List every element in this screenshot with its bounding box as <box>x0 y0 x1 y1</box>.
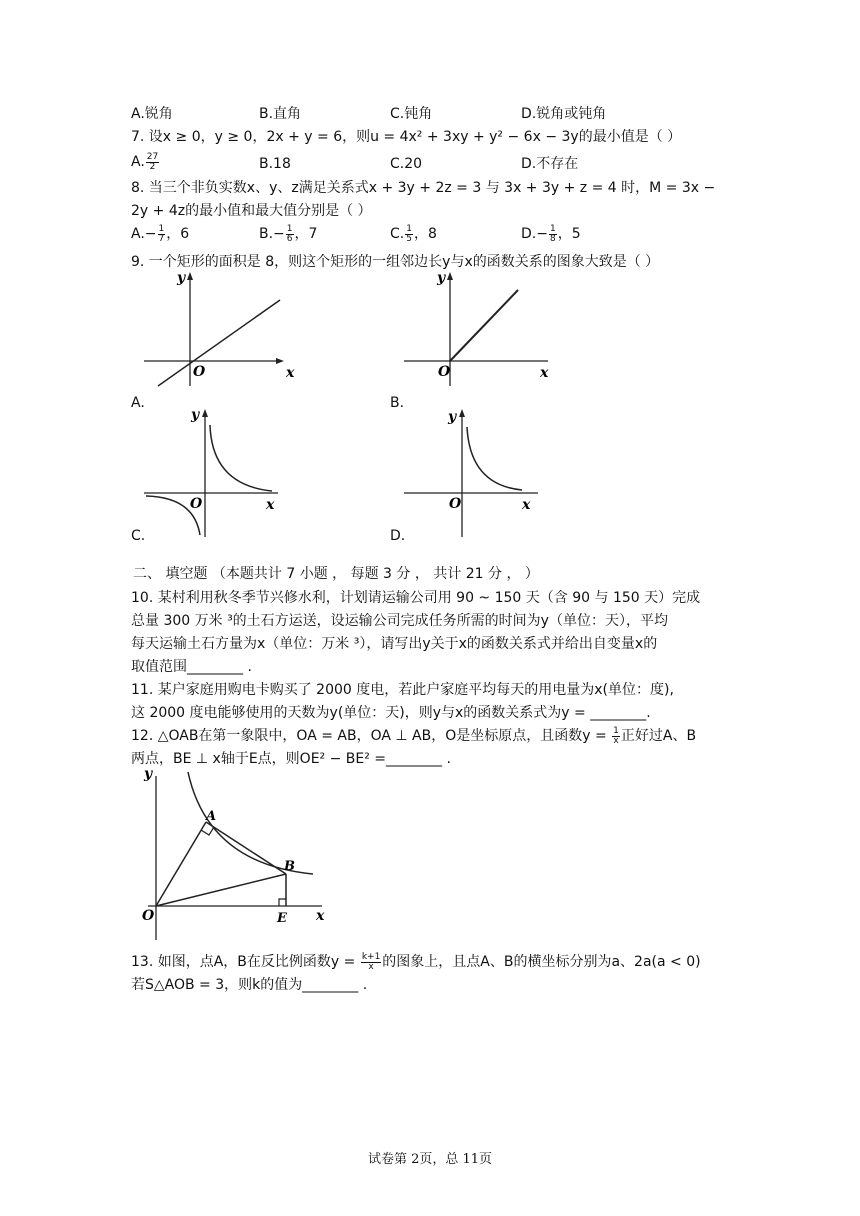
origin-label: O <box>142 908 155 924</box>
function-line <box>158 300 280 386</box>
q9-graph-c <box>140 405 300 540</box>
origin-label: O <box>190 496 203 512</box>
y-axis-label: y <box>144 766 153 782</box>
segment-oa <box>156 822 206 906</box>
q7-stem: 7. 设x ≥ 0，y ≥ 0，2x + y = 6，则u = 4x² + 3xy + y² − 6x − 3y的最小值是（ ） <box>131 129 682 145</box>
q7-option-d: D.不存在 <box>521 156 579 172</box>
q9-label-d: D. <box>390 528 406 544</box>
q11-line2: 这 2000 度电能够使用的天数为y(单位：天)，则y与x的函数关系式为y = ________. <box>131 705 651 721</box>
q10-line1: 10. 某村利用秋冬季节兴修水利，计划请运输公司用 90 ~ 150 天（含 90 与 150 天）完成 <box>131 590 701 606</box>
origin-label: O <box>193 364 206 380</box>
function-ray <box>450 290 518 361</box>
q10-line2: 总量 300 万米 ³的土石方运送，设运输公司完成任务所需的时间为y（单位：天），平均 <box>131 613 668 629</box>
y-axis-arrow-icon <box>459 409 465 417</box>
point-b-label: B <box>284 859 295 874</box>
y-axis-arrow-icon <box>187 272 193 280</box>
q9-label-c: C. <box>131 528 146 544</box>
q12-figure <box>138 764 338 942</box>
q10-line3: 每天运输土石方量为x（单位：万米 ³），请写出y关于x的函数关系式并给出自变量x的 <box>131 636 658 652</box>
y-axis-label: y <box>177 270 186 286</box>
q13-line1: 13. 如图，点A，B在反比例函数y = $\frac{k+1}{x}$ 的图象上，且点A、B的横坐标分别为a、2a(a < 0) <box>131 951 701 972</box>
q8-stem-line2: 2y + 4z的最小值和最大值分别是（ ） <box>131 203 372 219</box>
y-axis-arrow-icon <box>447 272 453 280</box>
q9-stem: 9. 一个矩形的面积是 8，则这个矩形的一组邻边长y与x的函数关系的图象大致是（ ） <box>131 254 660 270</box>
y-axis-label: y <box>437 270 446 286</box>
y-axis-label: y <box>191 407 200 423</box>
y-axis-arrow-icon <box>202 409 208 417</box>
origin-label: O <box>449 496 462 512</box>
q8-option-a: A.− $\frac{1}{7}$ ，6 <box>131 223 190 244</box>
hyperbola-branch-q1 <box>210 425 272 491</box>
y-axis-label: y <box>448 409 457 425</box>
q9-graph-b <box>400 268 560 388</box>
right-angle-mark-e <box>279 899 286 906</box>
q13-line2: 若S△AOB = 3，则k的值为________ . <box>131 977 368 993</box>
q8-option-d: D.− $\frac{1}{8}$ ，5 <box>521 223 581 244</box>
q12-line2: 两点，BE ⊥ x轴于E点，则OE² − BE² =________ . <box>131 751 451 767</box>
q7-option-c: C.20 <box>390 156 423 172</box>
q6-option-c: C.钝角 <box>390 106 433 122</box>
q10-line4: 取值范围________ . <box>131 659 252 675</box>
x-axis-label: x <box>316 908 325 924</box>
x-axis-label: x <box>266 497 275 513</box>
point-e-label: E <box>277 911 287 926</box>
q9-graph-d <box>400 405 560 540</box>
hyperbola-branch-q1 <box>467 427 522 490</box>
q12-line1: 12. △OAB在第一象限中，OA = AB，OA ⊥ AB，O是坐标原点，且函数y = $\frac{1}{x}$ 正好过A、B <box>131 725 697 746</box>
section-heading-fill-in: 二、 填空题 （本题共计 7 小题 ， 每题 3 分 ， 共计 21 分 ， ） <box>133 566 539 582</box>
q8-option-c: C. $\frac{1}{5}$ ，8 <box>390 223 437 244</box>
q7-option-b: B.18 <box>259 156 291 172</box>
q6-option-a: A.锐角 <box>131 106 173 122</box>
page-footer: 试卷第 2页，总 11页 <box>367 1152 493 1167</box>
q9-label-b: B. <box>390 395 405 411</box>
q8-stem-line1: 8. 当三个非负实数x、y、z满足关系式x + 3y + 2z = 3 与 3x + 3y + z = 4 时，M = 3x − <box>131 180 716 196</box>
segment-ab <box>206 822 286 874</box>
q8-option-b: B.− $\frac{1}{6}$ ，7 <box>259 223 318 244</box>
x-axis-label: x <box>286 365 295 381</box>
x-axis-label: x <box>540 365 549 381</box>
x-axis-label: x <box>522 497 531 513</box>
origin-label: O <box>438 364 451 380</box>
q11-line1: 11. 某户家庭用购电卡购买了 2000 度电，若此户家庭平均每天的用电量为x(单位：度), <box>131 682 674 698</box>
q9-label-a: A. <box>131 395 145 411</box>
point-a-label: A <box>206 809 217 824</box>
q7-option-a: A. $\frac{27}{2}$ <box>131 151 159 172</box>
x-axis-arrow-icon <box>276 358 284 364</box>
q9-graph-a <box>140 268 300 388</box>
q6-option-b: B.直角 <box>259 106 302 122</box>
segment-ob <box>156 874 286 906</box>
q6-option-d: D.锐角或钝角 <box>521 106 607 122</box>
